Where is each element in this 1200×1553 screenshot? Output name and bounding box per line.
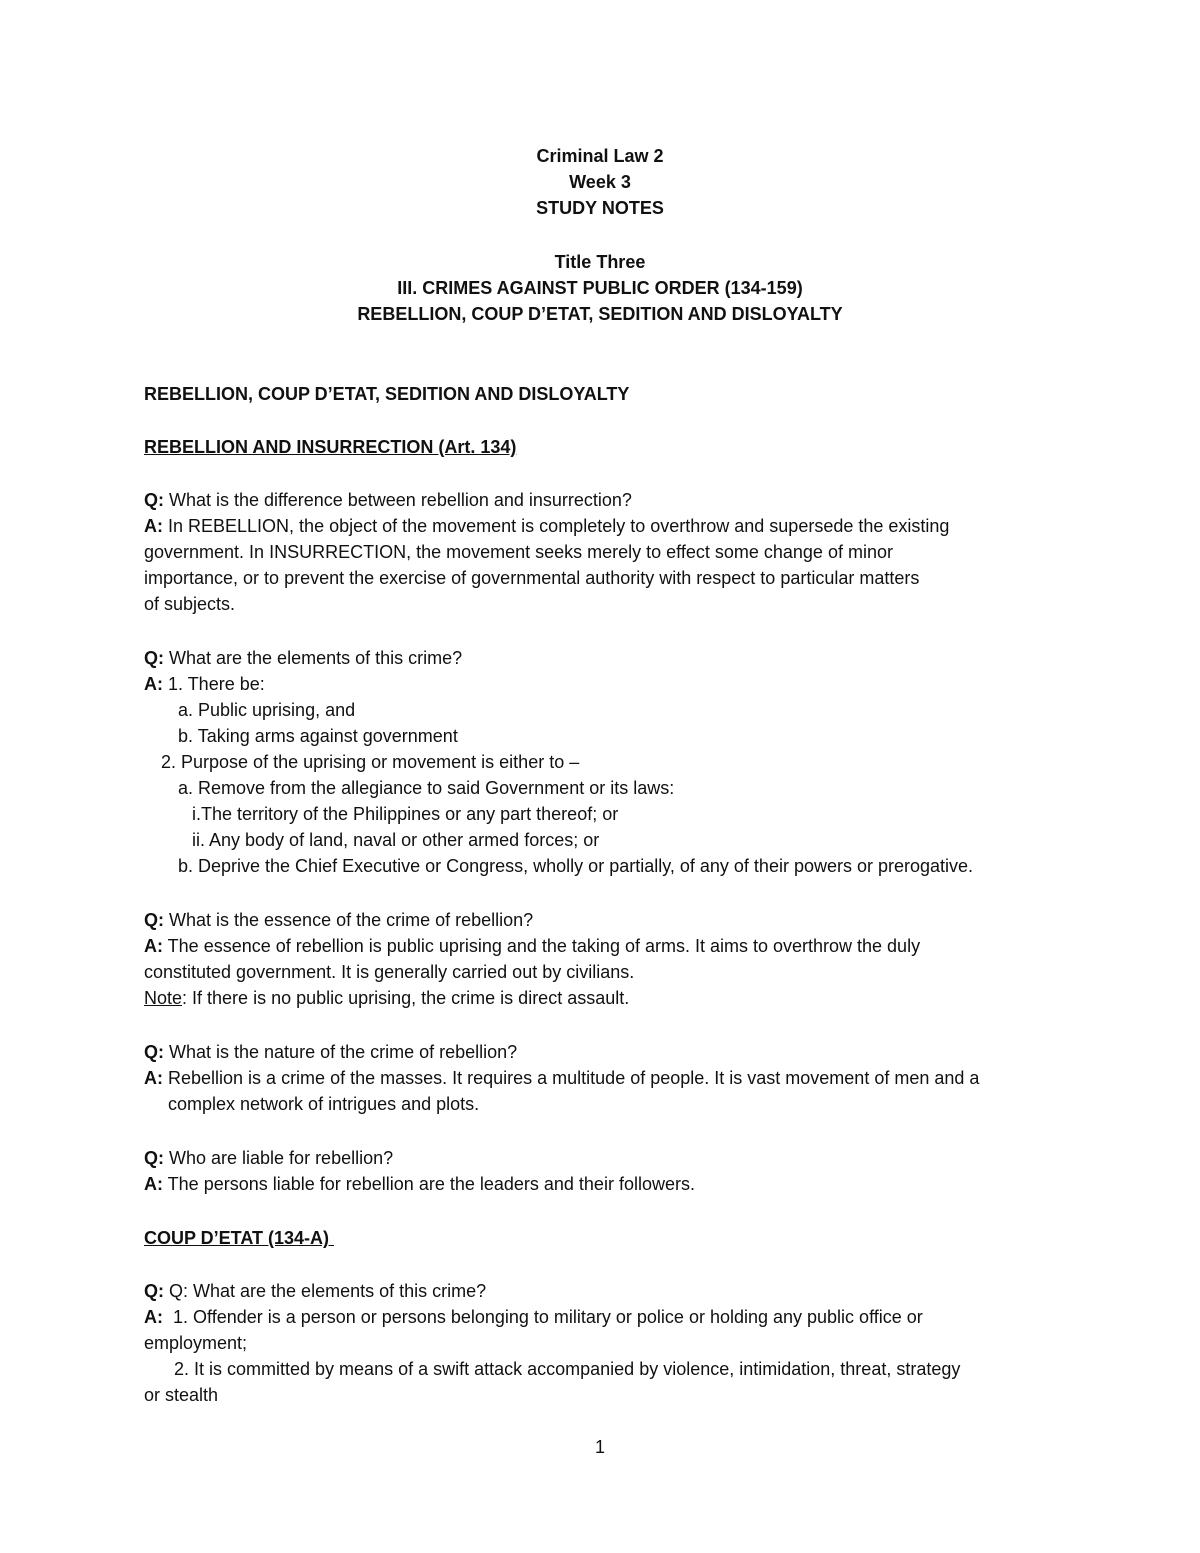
answer-text: complex network of intrigues and plots. bbox=[168, 1094, 480, 1114]
answer-text: government. In INSURRECTION, the movement seeks merely to effect some change of minor bbox=[144, 542, 893, 562]
section-heading: REBELLION, COUP D’ETAT, SEDITION AND DISLOYALTY bbox=[144, 384, 630, 404]
q-label: Q: bbox=[144, 1042, 164, 1062]
q-label: Q: bbox=[144, 910, 164, 930]
answer-text: The persons liable for rebellion are the leaders and their followers. bbox=[163, 1174, 695, 1194]
answer-line bbox=[144, 1171, 695, 1197]
answer-text: The essence of rebellion is public uprising and the taking of arms. It aims to overthrow the duly bbox=[163, 936, 921, 956]
list-item: 2. Purpose of the uprising or movement is either to – bbox=[161, 752, 580, 772]
question-text: What is the nature of the crime of rebellion? bbox=[164, 1042, 518, 1062]
list-item: i.The territory of the Philippines or any part thereof; or bbox=[192, 804, 619, 824]
q-label: Q: bbox=[144, 648, 164, 668]
note-text: : If there is no public uprising, the crime is direct assault. bbox=[182, 988, 630, 1008]
answer-line bbox=[144, 513, 949, 539]
answer-line bbox=[144, 671, 265, 697]
question-text: What are the elements of this crime? bbox=[164, 648, 463, 668]
answer-line bbox=[144, 1304, 923, 1330]
question-line bbox=[144, 1145, 393, 1171]
a-label: A: bbox=[144, 674, 163, 694]
question-text: Q: What are the elements of this crime? bbox=[164, 1281, 487, 1301]
list-item: b. Taking arms against government bbox=[178, 726, 458, 746]
coup-heading: COUP D’ETAT (134-A) bbox=[144, 1228, 335, 1248]
answer-text: importance, or to prevent the exercise of governmental authority with respect to particular matters bbox=[144, 568, 920, 588]
question-line bbox=[144, 487, 632, 513]
q-label: Q: bbox=[144, 1281, 164, 1301]
week-label: Week 3 bbox=[569, 172, 631, 192]
note-line bbox=[144, 985, 629, 1011]
answer-text: 1. There be: bbox=[163, 674, 265, 694]
question-line bbox=[144, 1039, 517, 1065]
course-title: Criminal Law 2 bbox=[536, 146, 664, 166]
question-line bbox=[144, 907, 533, 933]
answer-text: 2. It is committed by means of a swift attack accompanied by violence, intimidation, threat, strategy bbox=[174, 1359, 961, 1379]
list-item: a. Remove from the allegiance to said Government or its laws: bbox=[178, 778, 675, 798]
list-item: b. Deprive the Chief Executive or Congress, wholly or partially, of any of their powers or prerogative. bbox=[178, 856, 974, 876]
answer-text: or stealth bbox=[144, 1385, 219, 1405]
page-number: 1 bbox=[594, 1437, 605, 1457]
a-label: A: bbox=[144, 1068, 163, 1088]
a-label: A: bbox=[144, 1307, 163, 1327]
answer-text: Rebellion is a crime of the masses. It requires a multitude of people. It is vast movement of men and a bbox=[163, 1068, 980, 1088]
study-notes-label: STUDY NOTES bbox=[536, 198, 664, 218]
list-item: a. Public uprising, and bbox=[178, 700, 356, 720]
a-label: A: bbox=[144, 516, 163, 536]
title-label: Title Three bbox=[554, 252, 646, 272]
answer-text: employment; bbox=[144, 1333, 248, 1353]
question-text: Who are liable for rebellion? bbox=[164, 1148, 394, 1168]
answer-line bbox=[144, 1065, 979, 1091]
answer-text: 1. Offender is a person or persons belonging to military or police or holding any public office or bbox=[163, 1307, 923, 1327]
a-label: A: bbox=[144, 936, 163, 956]
list-item: ii. Any body of land, naval or other armed forces; or bbox=[192, 830, 600, 850]
question-line bbox=[144, 1278, 486, 1304]
question-text: What is the essence of the crime of rebellion? bbox=[164, 910, 534, 930]
a-label: A: bbox=[144, 1174, 163, 1194]
answer-text: In REBELLION, the object of the movement is completely to overthrow and supersede the existing bbox=[163, 516, 950, 536]
answer-text: constituted government. It is generally carried out by civilians. bbox=[144, 962, 635, 982]
title-subject: III. CRIMES AGAINST PUBLIC ORDER (134-159) bbox=[397, 278, 803, 298]
answer-text: of subjects. bbox=[144, 594, 236, 614]
note-label: Note bbox=[144, 988, 183, 1008]
question-text: What is the difference between rebellion and insurrection? bbox=[164, 490, 632, 510]
rebellion-heading: REBELLION AND INSURRECTION (Art. 134) bbox=[144, 437, 517, 457]
question-line bbox=[144, 645, 462, 671]
q-label: Q: bbox=[144, 1148, 164, 1168]
q-label: Q: bbox=[144, 490, 164, 510]
title-topics: REBELLION, COUP D’ETAT, SEDITION AND DISLOYALTY bbox=[357, 304, 843, 324]
answer-line bbox=[144, 933, 920, 959]
